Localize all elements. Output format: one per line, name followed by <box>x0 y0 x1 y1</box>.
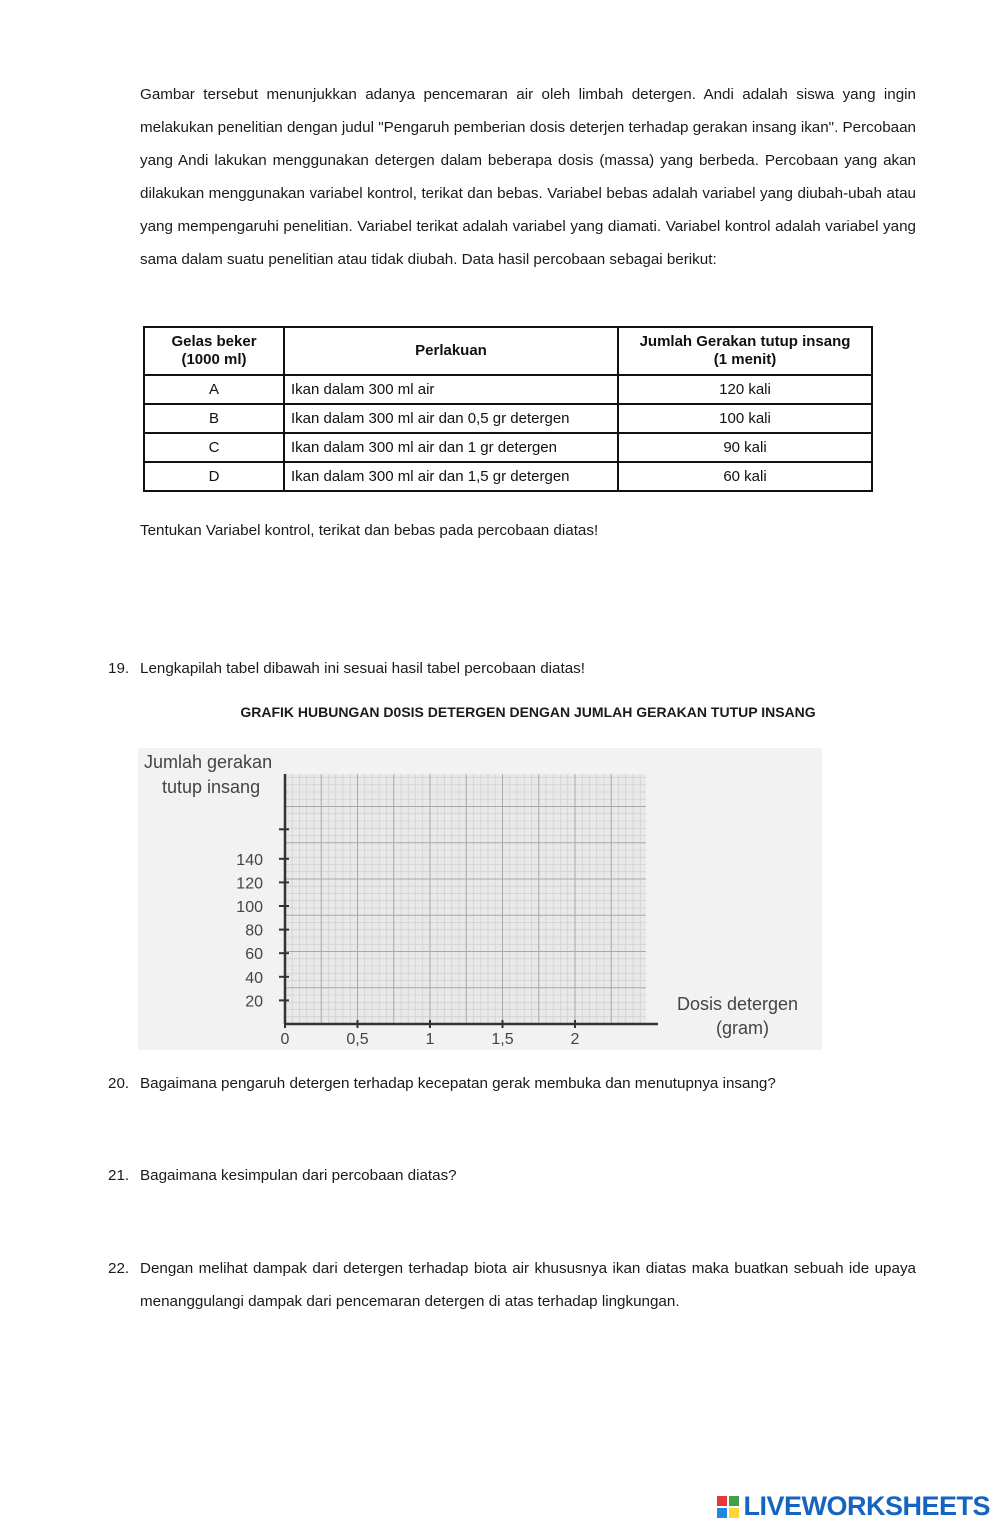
logo-square <box>717 1508 727 1518</box>
question-text-19: Lengkapilah tabel dibawah ini sesuai hasil tabel percobaan diatas! <box>140 660 585 677</box>
logo-square <box>729 1508 739 1518</box>
y-tick-label: 40 <box>245 969 263 987</box>
cell-gelas: B <box>144 404 284 433</box>
cell-jumlah: 100 kali <box>618 404 872 433</box>
x-tick-label: 2 <box>570 1031 580 1048</box>
x-tick-label: 0 <box>280 1031 290 1048</box>
question-text-21: Bagaimana kesimpulan dari percobaan diatas? <box>140 1167 457 1184</box>
cell-jumlah: 60 kali <box>618 462 872 491</box>
y-tick-label: 60 <box>245 946 263 964</box>
experiment-table <box>143 326 873 492</box>
intro-paragraph: Gambar tersebut menunjukkan adanya pencemaran air oleh limbah detergen. Andi adalah siswa yang ingin melakukan penelitian dengan judul "Pengaruh pemberian dosis deterjen terhadap gerakan insang ikan". Percobaan yang Andi lakukan menggunakan detergen dalam beberapa dosis (massa) yang berbeda. Percobaan yang akan dilakukan menggunakan variabel kontrol, terikat dan bebas. Variabel bebas adalah variabel yang diubah-ubah atau yang mempengaruhi penelitian. Variabel terikat adalah variabel yang diamati. Variabel kontrol adalah variabel yang sama dalam suatu penelitian atau tidak diubah. Data hasil percobaan sebagai berikut: <box>140 86 916 268</box>
y-tick-label: 100 <box>236 899 263 916</box>
cell-gelas: C <box>144 433 284 462</box>
header-gelas-line2: (1000 ml) <box>181 351 247 368</box>
question-number-19: 19. <box>108 660 130 677</box>
cell-gelas: A <box>144 375 284 404</box>
table-row <box>144 404 872 433</box>
chart-container <box>138 748 822 1050</box>
chart-title: GRAFIK HUBUNGAN D0SIS DETERGEN DENGAN JUMLAH GERAKAN TUTUP INSANG <box>240 704 816 720</box>
table-row <box>144 375 872 404</box>
x-tick-label: 1,5 <box>491 1031 514 1048</box>
liveworksheets-brand <box>717 1491 990 1522</box>
instruction-text: Tentukan Variabel kontrol, terikat dan bebas pada percobaan diatas! <box>140 522 599 539</box>
table-row <box>144 462 872 491</box>
cell-jumlah: 90 kali <box>618 433 872 462</box>
header-perlakuan: Perlakuan <box>284 327 618 375</box>
logo-square <box>717 1496 727 1506</box>
y-tick-label: 140 <box>236 851 263 869</box>
chart-grid <box>285 774 646 1024</box>
y-axis-label-line1: Jumlah gerakan <box>144 752 273 772</box>
cell-gelas: D <box>144 462 284 491</box>
cell-perlakuan: Ikan dalam 300 ml air dan 1,5 gr detergen <box>284 462 618 491</box>
table-row <box>144 433 872 462</box>
y-axis-label-line2: tutup insang <box>162 777 261 797</box>
header-gelas-line1: Gelas beker <box>171 333 257 350</box>
cell-perlakuan: Ikan dalam 300 ml air dan 0,5 gr detergen <box>284 404 618 433</box>
grid-area <box>285 774 646 1024</box>
header-jumlah <box>618 327 872 375</box>
x-tick-label: 1 <box>425 1031 435 1048</box>
question-number-21: 21. <box>108 1167 130 1184</box>
cell-perlakuan: Ikan dalam 300 ml air <box>284 375 618 404</box>
liveworksheets-wordmark: LIVEWORKSHEETS <box>743 1491 990 1521</box>
x-axis-label-line1: Dosis detergen <box>677 994 799 1014</box>
question-number-20: 20. <box>108 1075 130 1092</box>
table-header-row <box>144 327 872 375</box>
header-gelas <box>144 327 284 375</box>
chart-svg <box>138 748 822 1050</box>
question-number-22: 22. <box>108 1260 130 1277</box>
question-text-22: Dengan melihat dampak dari detergen terhadap biota air khususnya ikan diatas maka buatkan sebuah ide upaya menanggulangi dampak dari pencemaran detergen di atas terhadap lingkungan. <box>140 1260 916 1310</box>
y-tick-label: 120 <box>236 875 263 893</box>
y-tick-label: 20 <box>245 993 263 1011</box>
logo-square <box>729 1496 739 1506</box>
liveworksheets-logo-icon <box>717 1496 739 1518</box>
x-tick-label: 0,5 <box>346 1031 369 1048</box>
cell-perlakuan: Ikan dalam 300 ml air dan 1 gr detergen <box>284 433 618 462</box>
question-text-20: Bagaimana pengaruh detergen terhadap kecepatan gerak membuka dan menutupnya insang? <box>140 1075 776 1092</box>
header-jumlah-line2: (1 menit) <box>713 351 777 368</box>
y-tick-label: 80 <box>245 922 263 940</box>
cell-jumlah: 120 kali <box>618 375 872 404</box>
x-axis-label-line2: (gram) <box>716 1018 769 1038</box>
header-jumlah-line1: Jumlah Gerakan tutup insang <box>639 333 851 350</box>
